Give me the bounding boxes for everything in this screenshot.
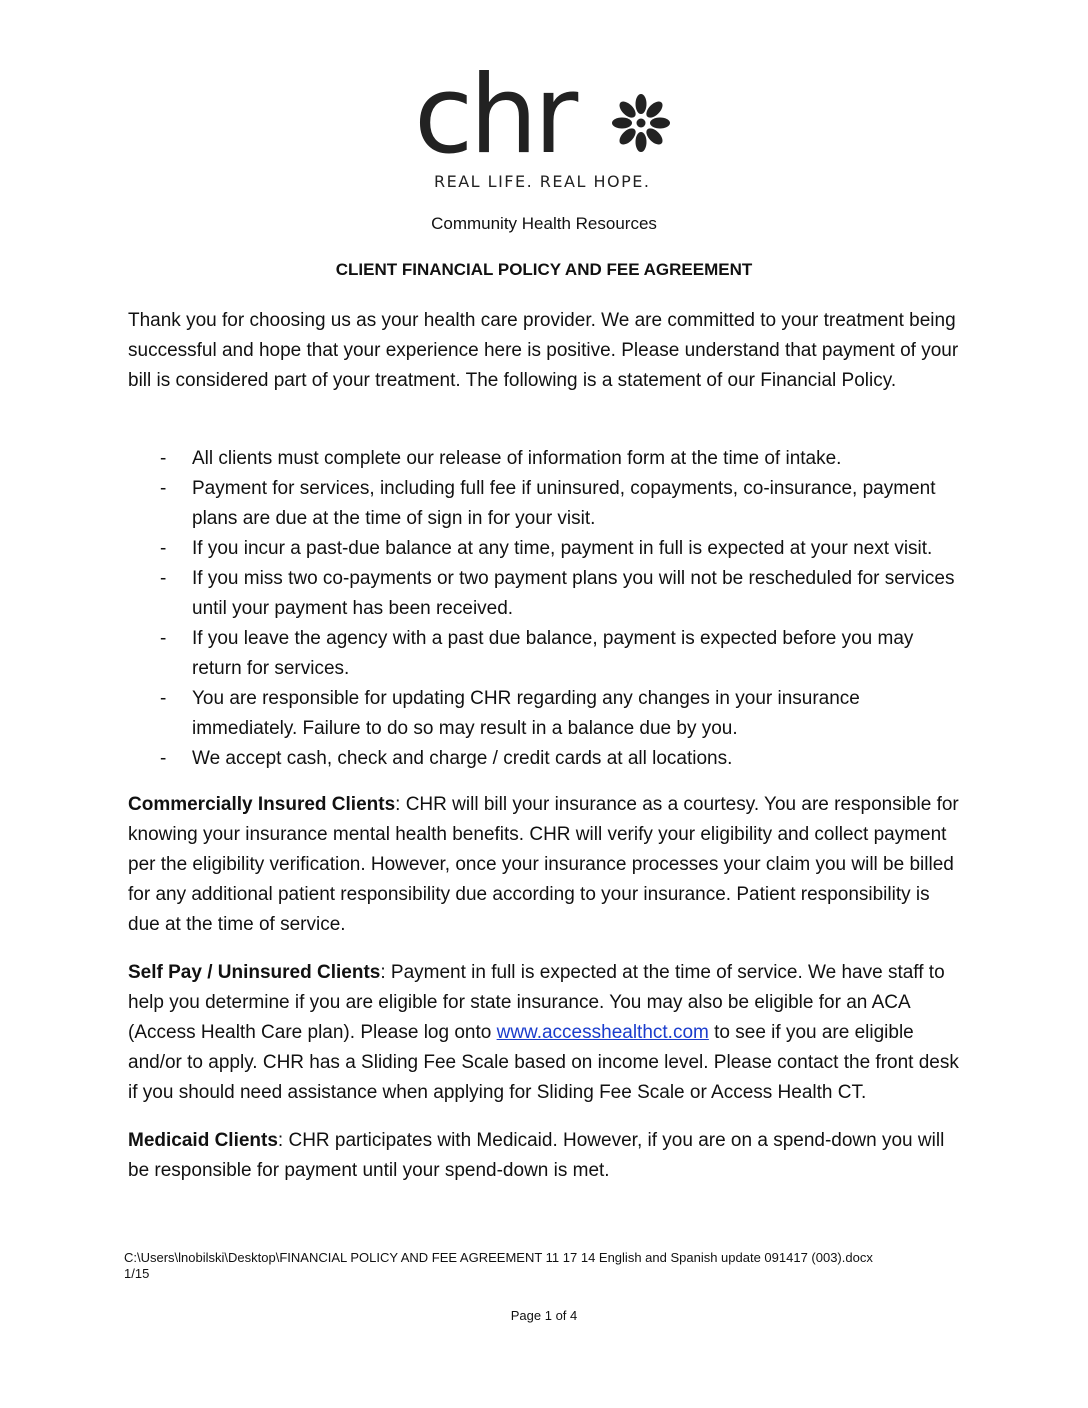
bullet-marker: - — [160, 568, 167, 589]
list-item — [128, 684, 968, 744]
list-item — [128, 744, 968, 774]
medicaid-section — [128, 1126, 964, 1186]
section-text: to see if you are eligible and/or to apply. CHR has a Sliding Fee Scale based on income level. Please contact the front desk if you should need assistance when applying for Sliding Fee Scale or Access Health CT. — [128, 1022, 959, 1103]
org-name: Community Health Resources — [431, 214, 657, 233]
section-text: : CHR participates with Medicaid. However, if you are on a spend-down you will be responsible for payment until your spend-down is met. — [128, 1130, 945, 1181]
list-item-text: All clients must complete our release of information form at the time of intake. — [192, 448, 842, 469]
list-item — [128, 534, 968, 564]
list-item-text: We accept cash, check and charge / credit cards at all locations. — [192, 748, 733, 769]
flower-icon — [610, 92, 672, 154]
section-text: : Payment in full is expected at the time of service. We have staff to help you determine if you are eligible for state insurance. You may also be eligible for an ACA (Access Health Care plan). Please log onto — [128, 962, 945, 1043]
section-label: Medicaid Clients — [128, 1130, 278, 1151]
section-label: Commercially Insured Clients — [128, 794, 396, 815]
list-item-text: If you miss two co-payments or two payment plans you will not be rescheduled for services until your payment has been received. — [192, 568, 955, 619]
list-item — [128, 474, 968, 534]
policy-bullet-list — [128, 444, 968, 774]
list-item — [128, 624, 968, 684]
commercial-insured-section — [128, 790, 964, 940]
access-health-link[interactable]: www.accesshealthct.com — [496, 1022, 709, 1043]
chr-logo — [414, 53, 684, 196]
bullet-marker: - — [160, 748, 167, 769]
footer-file-path — [124, 1250, 964, 1282]
self-pay-section — [128, 958, 964, 1108]
bullet-marker: - — [160, 478, 167, 499]
logo-tagline: REAL LIFE. REAL HOPE. — [434, 172, 651, 191]
list-item-text: You are responsible for updating CHR regarding any changes in your insurance immediately. Failure to do so may result in a balance due by you. — [192, 688, 860, 739]
bullet-marker: - — [160, 448, 167, 469]
document-title: CLIENT FINANCIAL POLICY AND FEE AGREEMENT — [335, 260, 753, 279]
revision-text: 1/15 — [124, 1266, 150, 1281]
list-item-text: If you incur a past-due balance at any time, payment in full is expected at your next visit. — [192, 538, 933, 559]
bullet-marker: - — [160, 628, 167, 649]
section-label: Self Pay / Uninsured Clients — [128, 962, 381, 983]
list-item-text: If you leave the agency with a past due balance, payment is expected before you may return for services. — [192, 628, 914, 679]
file-path-text: C:\Users\lnobilski\Desktop\FINANCIAL POLICY AND FEE AGREEMENT 11 17 14 English and Spanish update 091417 (003).docx — [124, 1250, 873, 1265]
list-item — [128, 564, 968, 624]
bullet-marker: - — [160, 538, 167, 559]
list-item — [128, 444, 968, 474]
intro-paragraph: Thank you for choosing us as your health care provider. We are committed to your treatment being successful and hope that your experience here is positive. Please understand that payment of your bill is considered part of your treatment. The following is a statement of our Financial Policy. — [128, 310, 959, 391]
bullet-marker: - — [160, 688, 167, 709]
list-item-text: Payment for services, including full fee if uninsured, copayments, co-insurance, payment plans are due at the time of sign in for your visit. — [192, 478, 936, 529]
page-number: Page 1 of 4 — [510, 1308, 578, 1323]
logo-wordmark: chr — [414, 53, 575, 178]
section-text: : CHR will bill your insurance as a courtesy. You are responsible for knowing your insurance mental health benefits. CHR will verify your eligibility and collect payment per the eligibility verification. However, once your insurance processes your claim you will be billed for any additional patient responsibility due according to your insurance. Patient responsibility is due at the time of service. — [128, 794, 959, 935]
